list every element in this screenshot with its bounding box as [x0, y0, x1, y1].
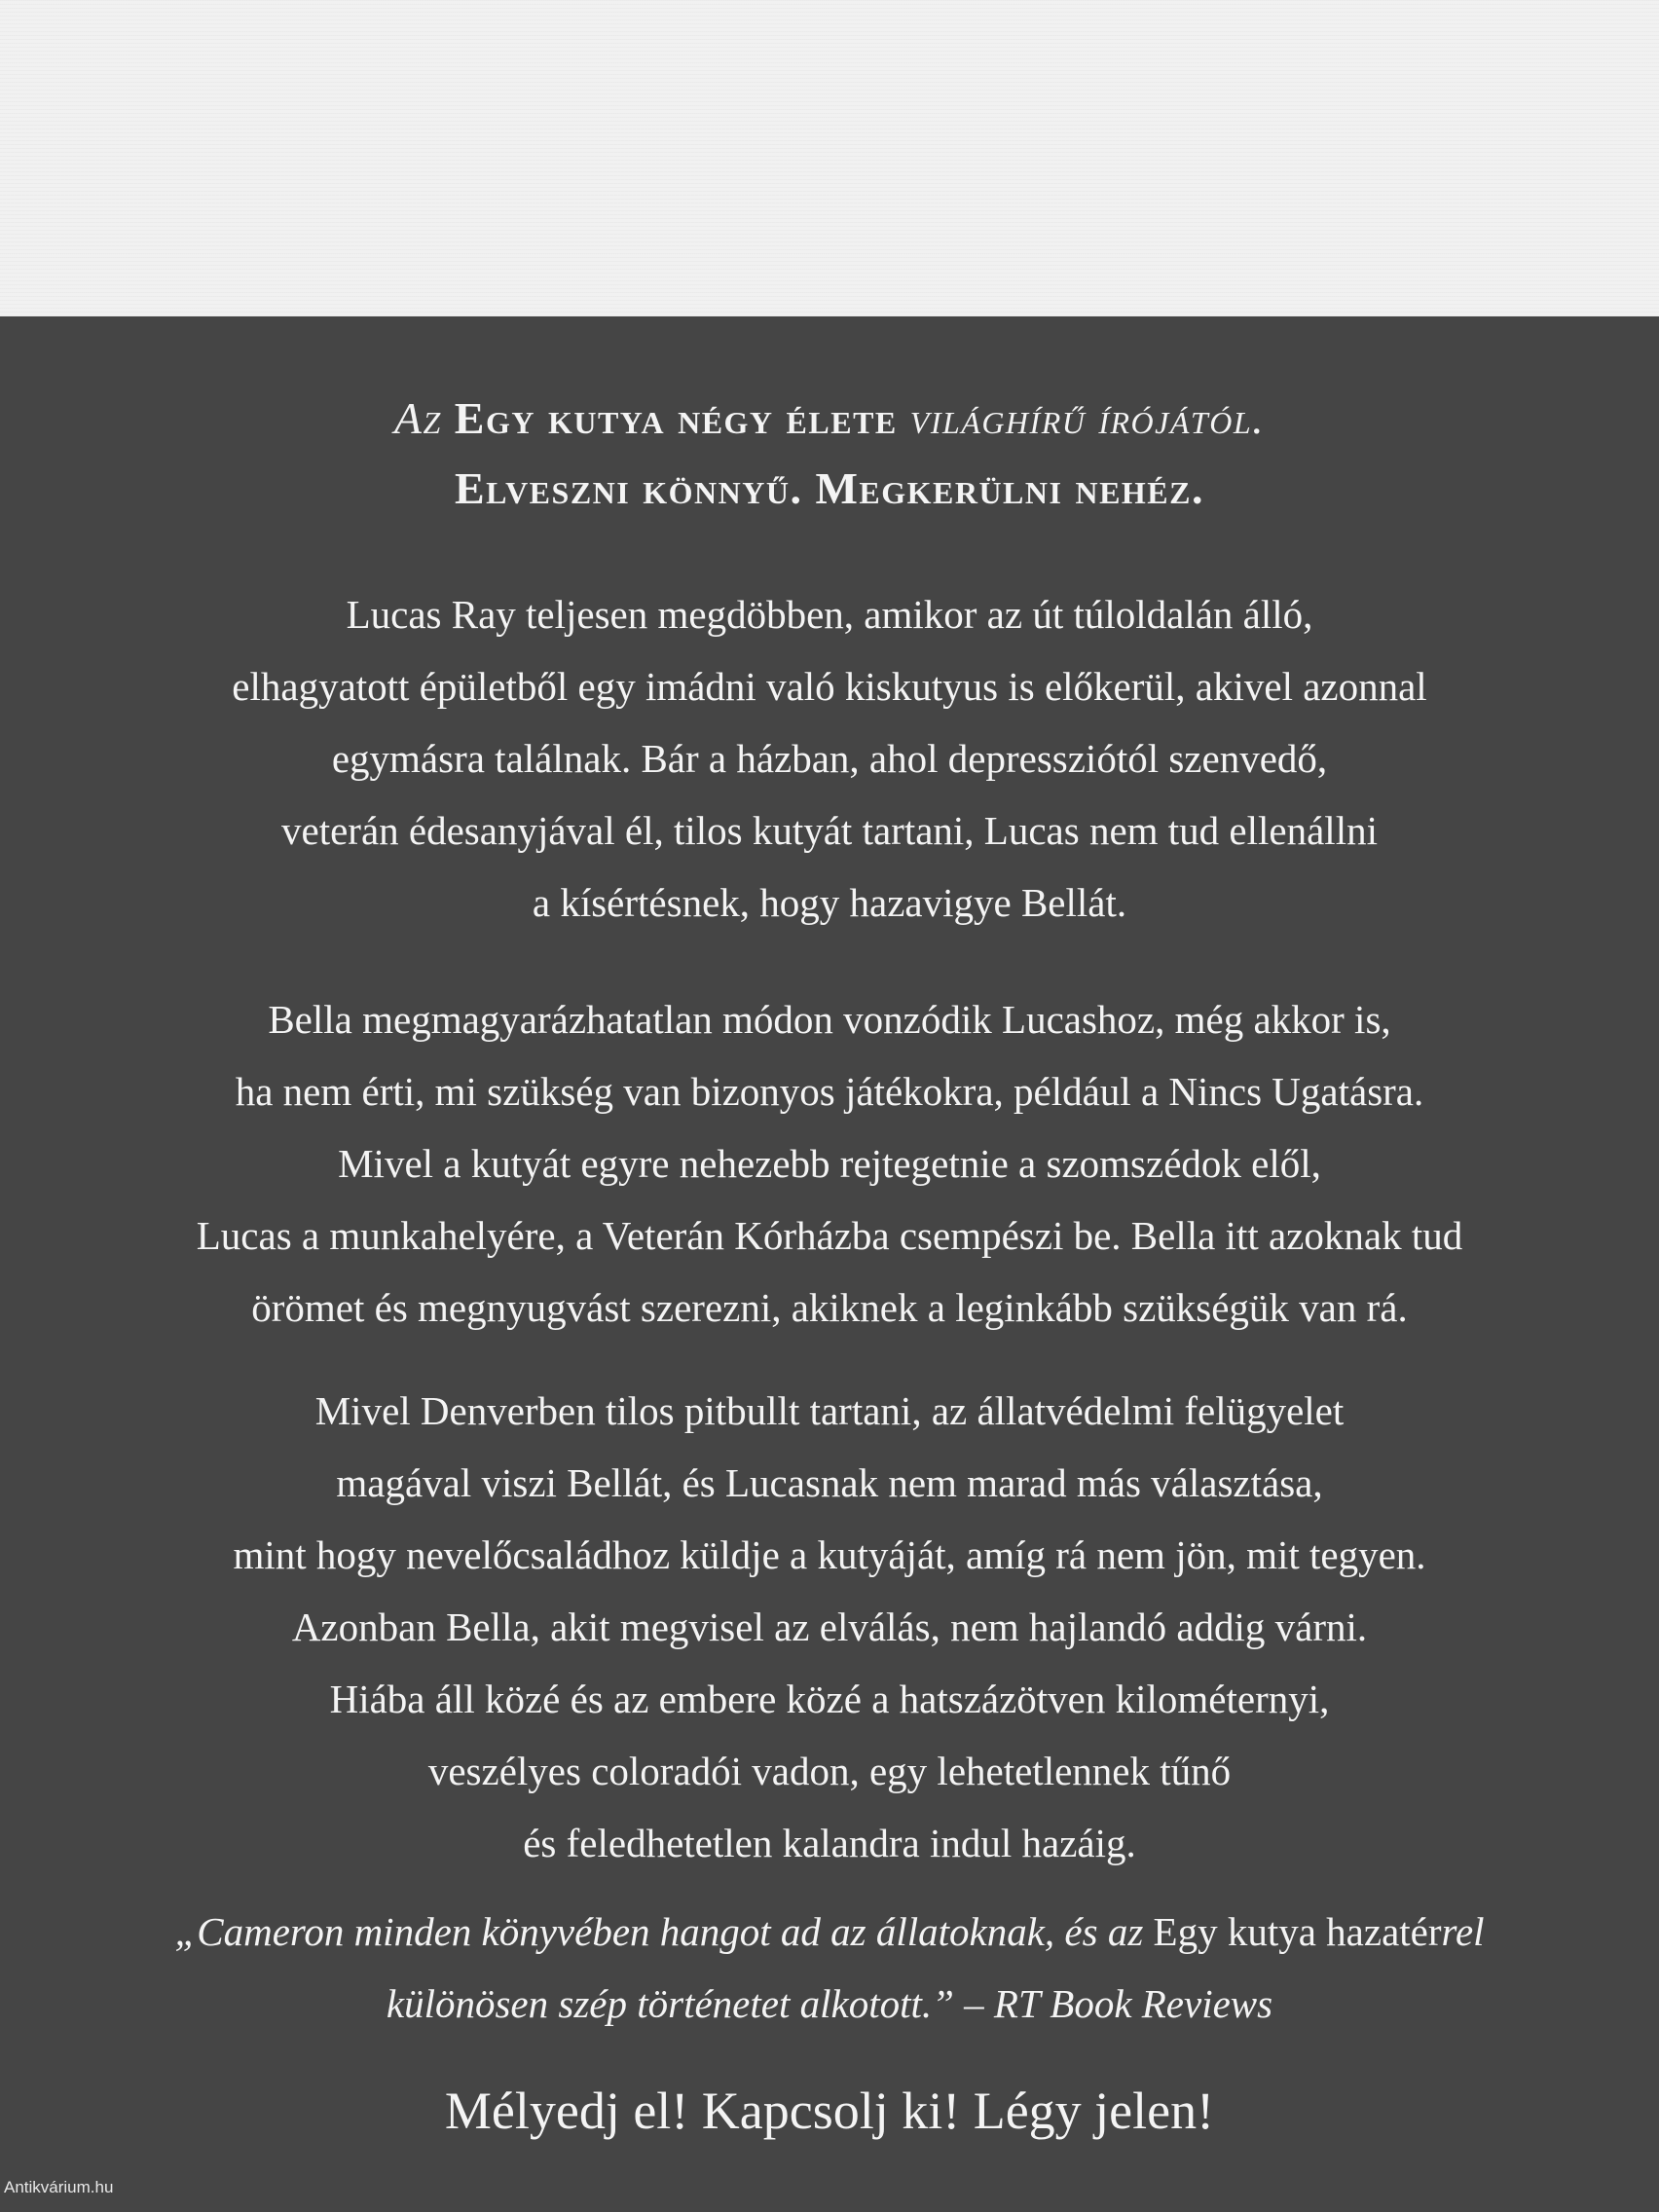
paragraph-line: magával viszi Bellát, és Lucasnak nem marad más választása, [336, 1460, 1323, 1505]
background-surface [0, 0, 1659, 316]
paragraph-line: Lucas Ray teljesen megdöbben, amikor az út túloldalán álló, [346, 592, 1313, 637]
book-back-cover [0, 316, 1659, 2212]
paragraph-line: mint hogy nevelőcsaládhoz küldje a kutyáját, amíg rá nem jön, mit tegyen. [233, 1532, 1426, 1577]
blurb-paragraph-1 [29, 578, 1630, 939]
blurb-paragraph-3 [29, 1375, 1630, 1879]
paragraph-line: Lucas a munkahelyére, a Veterán Kórházba csempészi be. Bella itt azoknak tud [196, 1213, 1463, 1258]
watermark-logo: Antikvárium.hu [4, 2178, 114, 2196]
review-quote [19, 1896, 1640, 2040]
paragraph-line: és feledhetetlen kalandra indul hazáig. [523, 1821, 1136, 1865]
blurb-paragraph-2 [29, 983, 1630, 1344]
paragraph-line: egymásra találnak. Bár a házban, ahol depressziótól szenvedő, [331, 736, 1328, 781]
paragraph-line: Mivel a kutyát egyre nehezebb rejtegetnie a szomszédok elől, [338, 1141, 1321, 1186]
paragraph-line: elhagyatott épületből egy imádni való kiskutyus is előkerül, akivel azonnal [232, 664, 1427, 709]
paragraph-line: örömet és megnyugvást szerezni, akiknek a leginkább szükségük van rá. [251, 1285, 1408, 1330]
paragraph-line: Mivel Denverben tilos pitbullt tartani, az állatvédelmi felügyelet [314, 1388, 1345, 1433]
quote-text: „Cameron minden könyvében hangot ad az állatoknak, és az [174, 1909, 1144, 1954]
slogan: Mélyedj el! Kapcsolj ki! Légy jelen! [444, 2082, 1215, 2140]
paragraph-line: veszélyes coloradói vadon, egy lehetetlennek tűnő [427, 1749, 1232, 1793]
paragraph-line: ha nem érti, mi szükség van bizonyos játékokra, például a Nincs Ugatásra. [235, 1069, 1424, 1114]
tagline-prefix: Az [393, 393, 442, 443]
paragraph-line: veterán édesanyjával él, tilos kutyát tartani, Lucas nem tud ellenállni [281, 808, 1378, 853]
quote-line-2 [19, 1968, 1640, 2040]
paragraph-line: Hiába áll közé és az embere közé a hatszázötven kilométernyi, [329, 1677, 1330, 1721]
paragraph-line: Azonban Bella, akit megvisel az elválás, nem hajlandó addig várni. [291, 1604, 1368, 1649]
quote-text-2: különösen szép történetet alkotott.” – RT Book Reviews [386, 1981, 1273, 2026]
quote-book-title: Egy kutya hazatér [1153, 1909, 1442, 1954]
paragraph-line: a kísértésnek, hogy hazavigye Bellát. [532, 880, 1127, 925]
quote-suffix: rel [1441, 1909, 1485, 1954]
tagline-line-2: Elveszni könnyű. Megkerülni nehéz. [454, 463, 1204, 513]
tagline-book-title: Egy kutya négy élete [454, 393, 898, 443]
credits-strip [0, 2195, 1659, 2212]
tagline-line-1 [0, 392, 1659, 444]
tagline-suffix: világhírű írójától. [909, 393, 1266, 443]
quote-line-1 [19, 1896, 1640, 1968]
paragraph-line: Bella megmagyarázhatatlan módon vonzódik Lucashoz, még akkor is, [268, 997, 1391, 1042]
